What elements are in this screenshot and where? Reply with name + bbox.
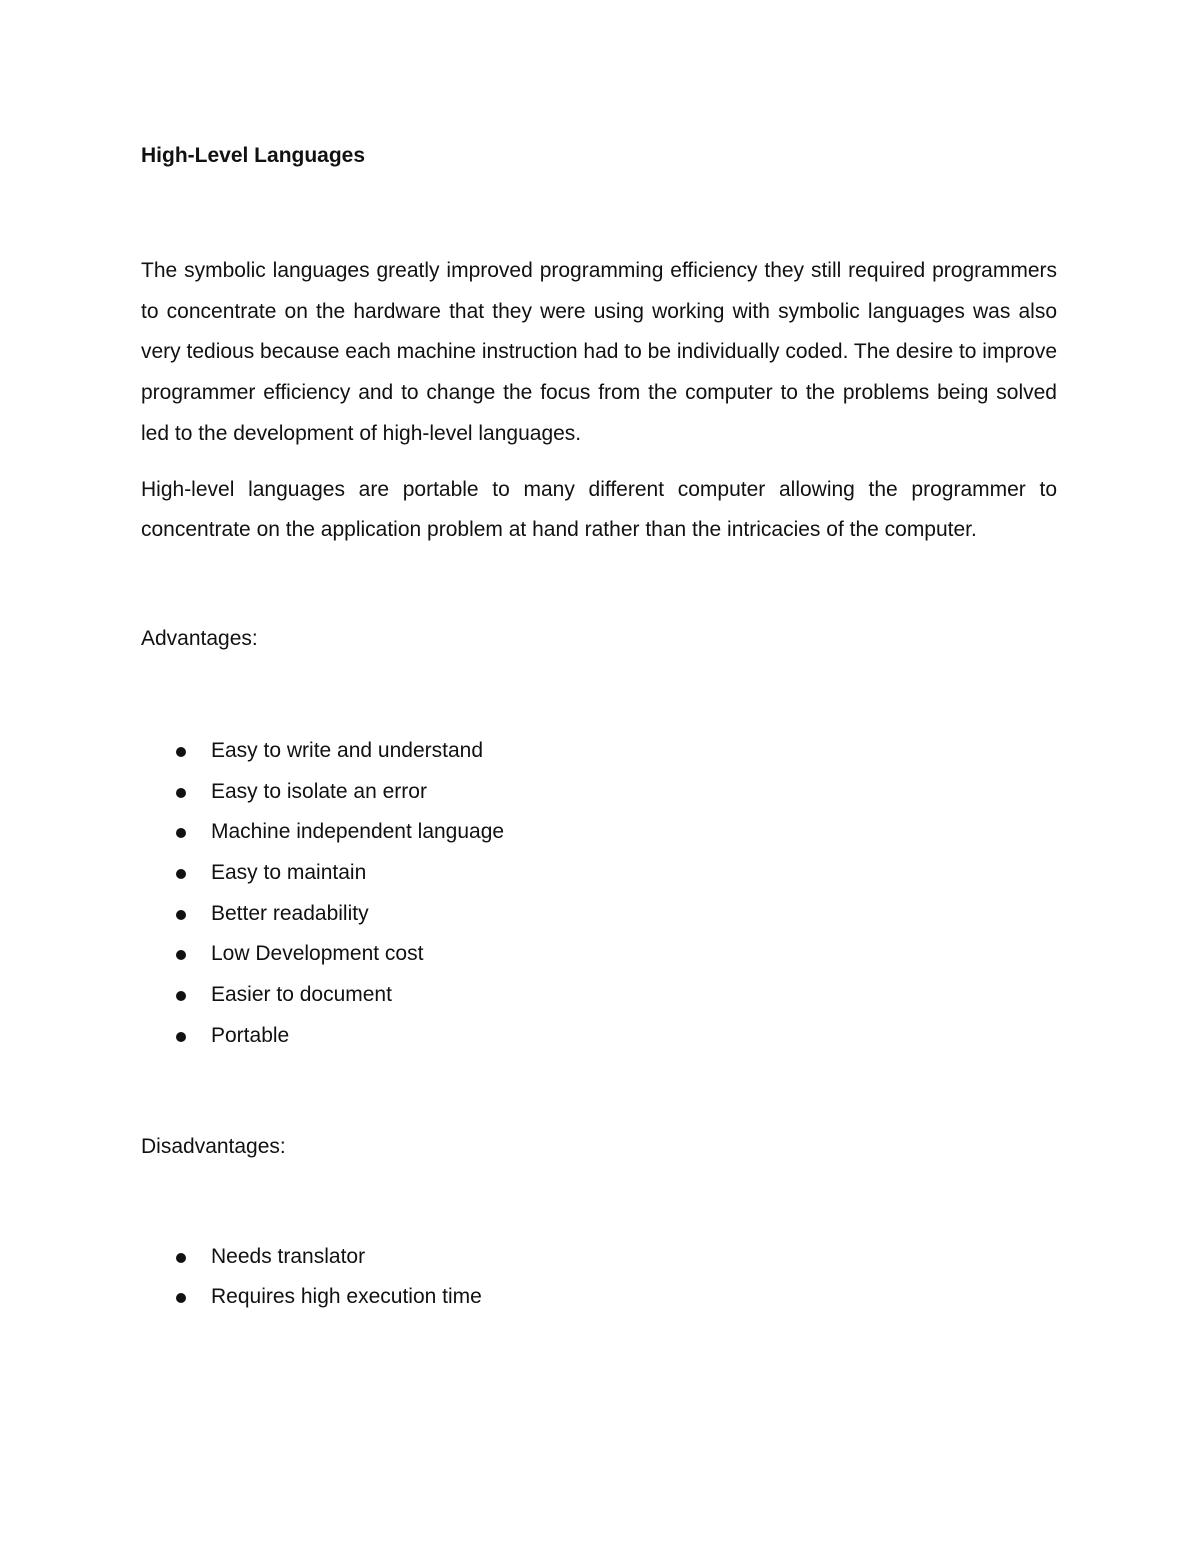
list-item-text: Better readability xyxy=(211,901,369,925)
disadvantages-heading: Disadvantages: xyxy=(141,1134,286,1158)
disadvantages-list xyxy=(141,1237,1057,1318)
list-item xyxy=(141,1277,1057,1318)
list-item-text: Portable xyxy=(211,1023,290,1047)
list-item xyxy=(141,853,1057,894)
bullet-icon xyxy=(176,950,186,960)
list-item xyxy=(141,1237,1057,1278)
list-item-text: Machine independent language xyxy=(211,820,505,844)
list-item-text: Easy to isolate an error xyxy=(211,779,427,803)
bullet-icon xyxy=(176,991,186,1001)
list-item-text: Easy to write and understand xyxy=(211,738,483,762)
document-content xyxy=(141,140,1057,1318)
list-item xyxy=(141,894,1057,935)
bullet-icon xyxy=(176,828,186,838)
bullet-icon xyxy=(176,788,186,798)
list-item-text: Needs translator xyxy=(211,1244,366,1268)
bullet-icon xyxy=(176,910,186,920)
list-item xyxy=(141,731,1057,772)
list-item-text: Low Development cost xyxy=(211,942,424,966)
list-item xyxy=(141,934,1057,975)
advantages-heading: Advantages: xyxy=(141,626,258,650)
document-title: High-Level Languages xyxy=(141,144,366,167)
bullet-icon xyxy=(176,1032,186,1042)
bullet-icon xyxy=(176,747,186,757)
list-item xyxy=(141,772,1057,813)
bullet-icon xyxy=(176,1253,186,1263)
list-item xyxy=(141,975,1057,1016)
list-item xyxy=(141,812,1057,853)
paragraph-portability: High-level languages are portable to many different computer allowing the programmer to concentrate on the application problem at hand rather than the intricacies of the computer. xyxy=(141,477,1057,542)
list-item xyxy=(141,1016,1057,1057)
list-item-text: Easier to document xyxy=(211,983,392,1007)
list-item-text: Requires high execution time xyxy=(211,1285,482,1309)
paragraph-intro: The symbolic languages greatly improved programming efficiency they still required programmers to concentrate on the hardware that they were using working with symbolic languages was also very tedious because each machine instruction had to be individually coded. The desire to improve programmer efficiency and to change the focus from the computer to the problems being solved led to the development of high-level languages. xyxy=(141,259,1057,445)
list-item-text: Easy to maintain xyxy=(211,861,367,885)
advantages-list xyxy=(141,731,1057,1057)
bullet-icon xyxy=(176,869,186,879)
bullet-icon xyxy=(176,1293,186,1303)
